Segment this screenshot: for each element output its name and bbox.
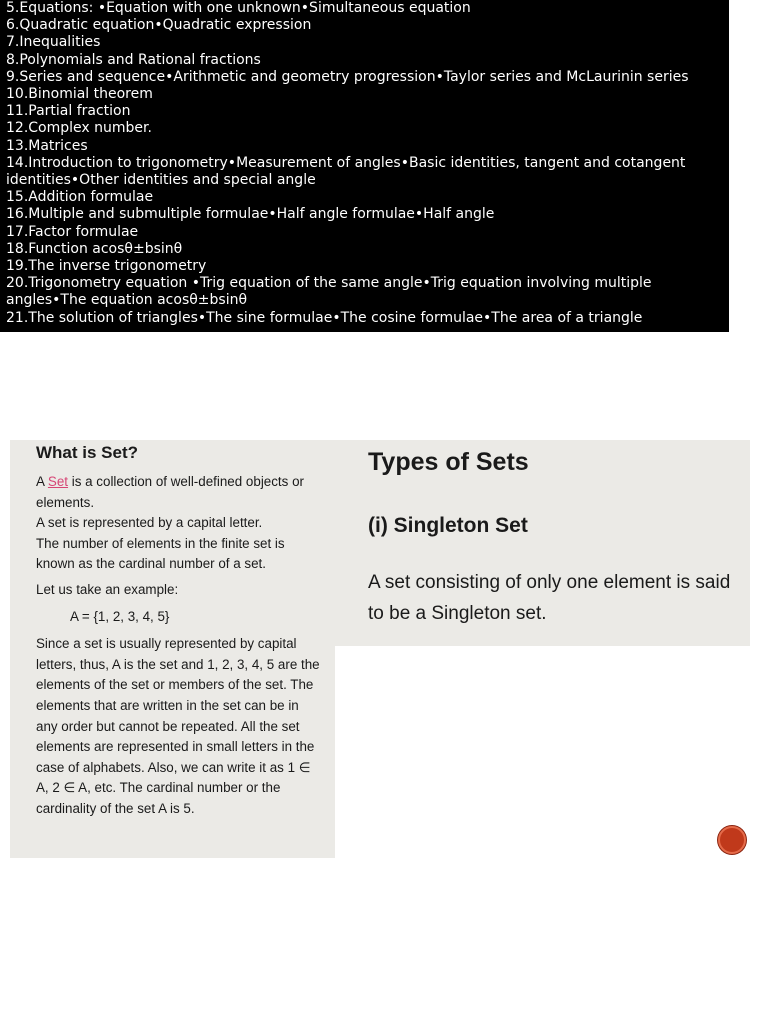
set-cardinal-number: The number of elements in the finite set is known as the cardinal number of a set.: [36, 535, 285, 572]
set-definition: [36, 472, 323, 513]
topic-item: 13.Matrices: [6, 137, 88, 154]
topic-item: 8.Polynomials and Rational fractions: [6, 51, 261, 68]
singleton-set-definition: A set consisting of only one element is said to be a Singleton set.: [368, 572, 731, 624]
set-link[interactable]: Set: [47, 474, 69, 489]
types-of-sets-card: [335, 440, 750, 646]
set-representation: A set is represented by a capital letter.: [36, 515, 263, 531]
topic-item: 10.Binomial theorem: [6, 86, 153, 103]
set-definition-prefix: A: [36, 474, 48, 489]
topic-item: 19.The inverse trigonometry: [6, 258, 207, 275]
singleton-set-heading: (i) Singleton Set: [368, 514, 528, 537]
set-example: A = {1, 2, 3, 4, 5}: [70, 608, 170, 624]
topic-item: 11.Partial fraction: [6, 103, 131, 120]
set-definition-suffix: is a collection of well-defined objects or elements.: [36, 474, 304, 510]
set-explanation: Since a set is usually represented by capital letters, thus, A is the set and 1, 2, 3, 4, 5 are the elements of the set or members of the set. The elements that are written in the set can be in any order but cannot be repeated. All the set elements are represented in small letters in the case of alphabets. Also, we can write it as 1 ∈ A, 2 ∈ A, etc. The cardinal number or the cardinality of the set A is 5.: [36, 636, 320, 816]
topic-item: 15.Addition formulae: [6, 189, 154, 206]
topic-item: 12.Complex number.: [6, 120, 152, 137]
topic-item: 20.Trigonometry equation •Trig equation of the same angle•Trig equation involving multiple angles•The equation acosθ±bsinθ: [6, 275, 652, 309]
topic-item: 9.Series and sequence•Arithmetic and geometry progression•Taylor series and McLaurinin series: [6, 68, 689, 85]
topic-item: 21.The solution of triangles•The sine formulae•The cosine formulae•The area of a triangle: [6, 309, 643, 326]
topic-item: 16.Multiple and submultiple formulae•Half angle formulae•Half angle: [6, 206, 495, 223]
what-is-set-heading: What is Set?: [36, 443, 139, 462]
example-lead: Let us take an example:: [36, 581, 179, 597]
topic-item: 7.Inequalities: [6, 34, 101, 51]
topic-item: 17.Factor formulae: [6, 223, 139, 240]
record-button[interactable]: [718, 826, 746, 854]
what-is-set-card: [10, 440, 335, 858]
topic-item: 5.Equations: •Equation with one unknown•Simultaneous equation: [6, 0, 471, 16]
topics-list: [0, 0, 729, 332]
types-of-sets-title: Types of Sets: [368, 448, 529, 476]
topic-item: 18.Function acosθ±bsinθ: [6, 240, 183, 257]
topic-item: 6.Quadratic equation•Quadratic expression: [6, 17, 312, 34]
topic-item: 14.Introduction to trigonometry•Measurement of angles•Basic identities, tangent and cotangent identities•Other identities and special angle: [6, 154, 686, 189]
